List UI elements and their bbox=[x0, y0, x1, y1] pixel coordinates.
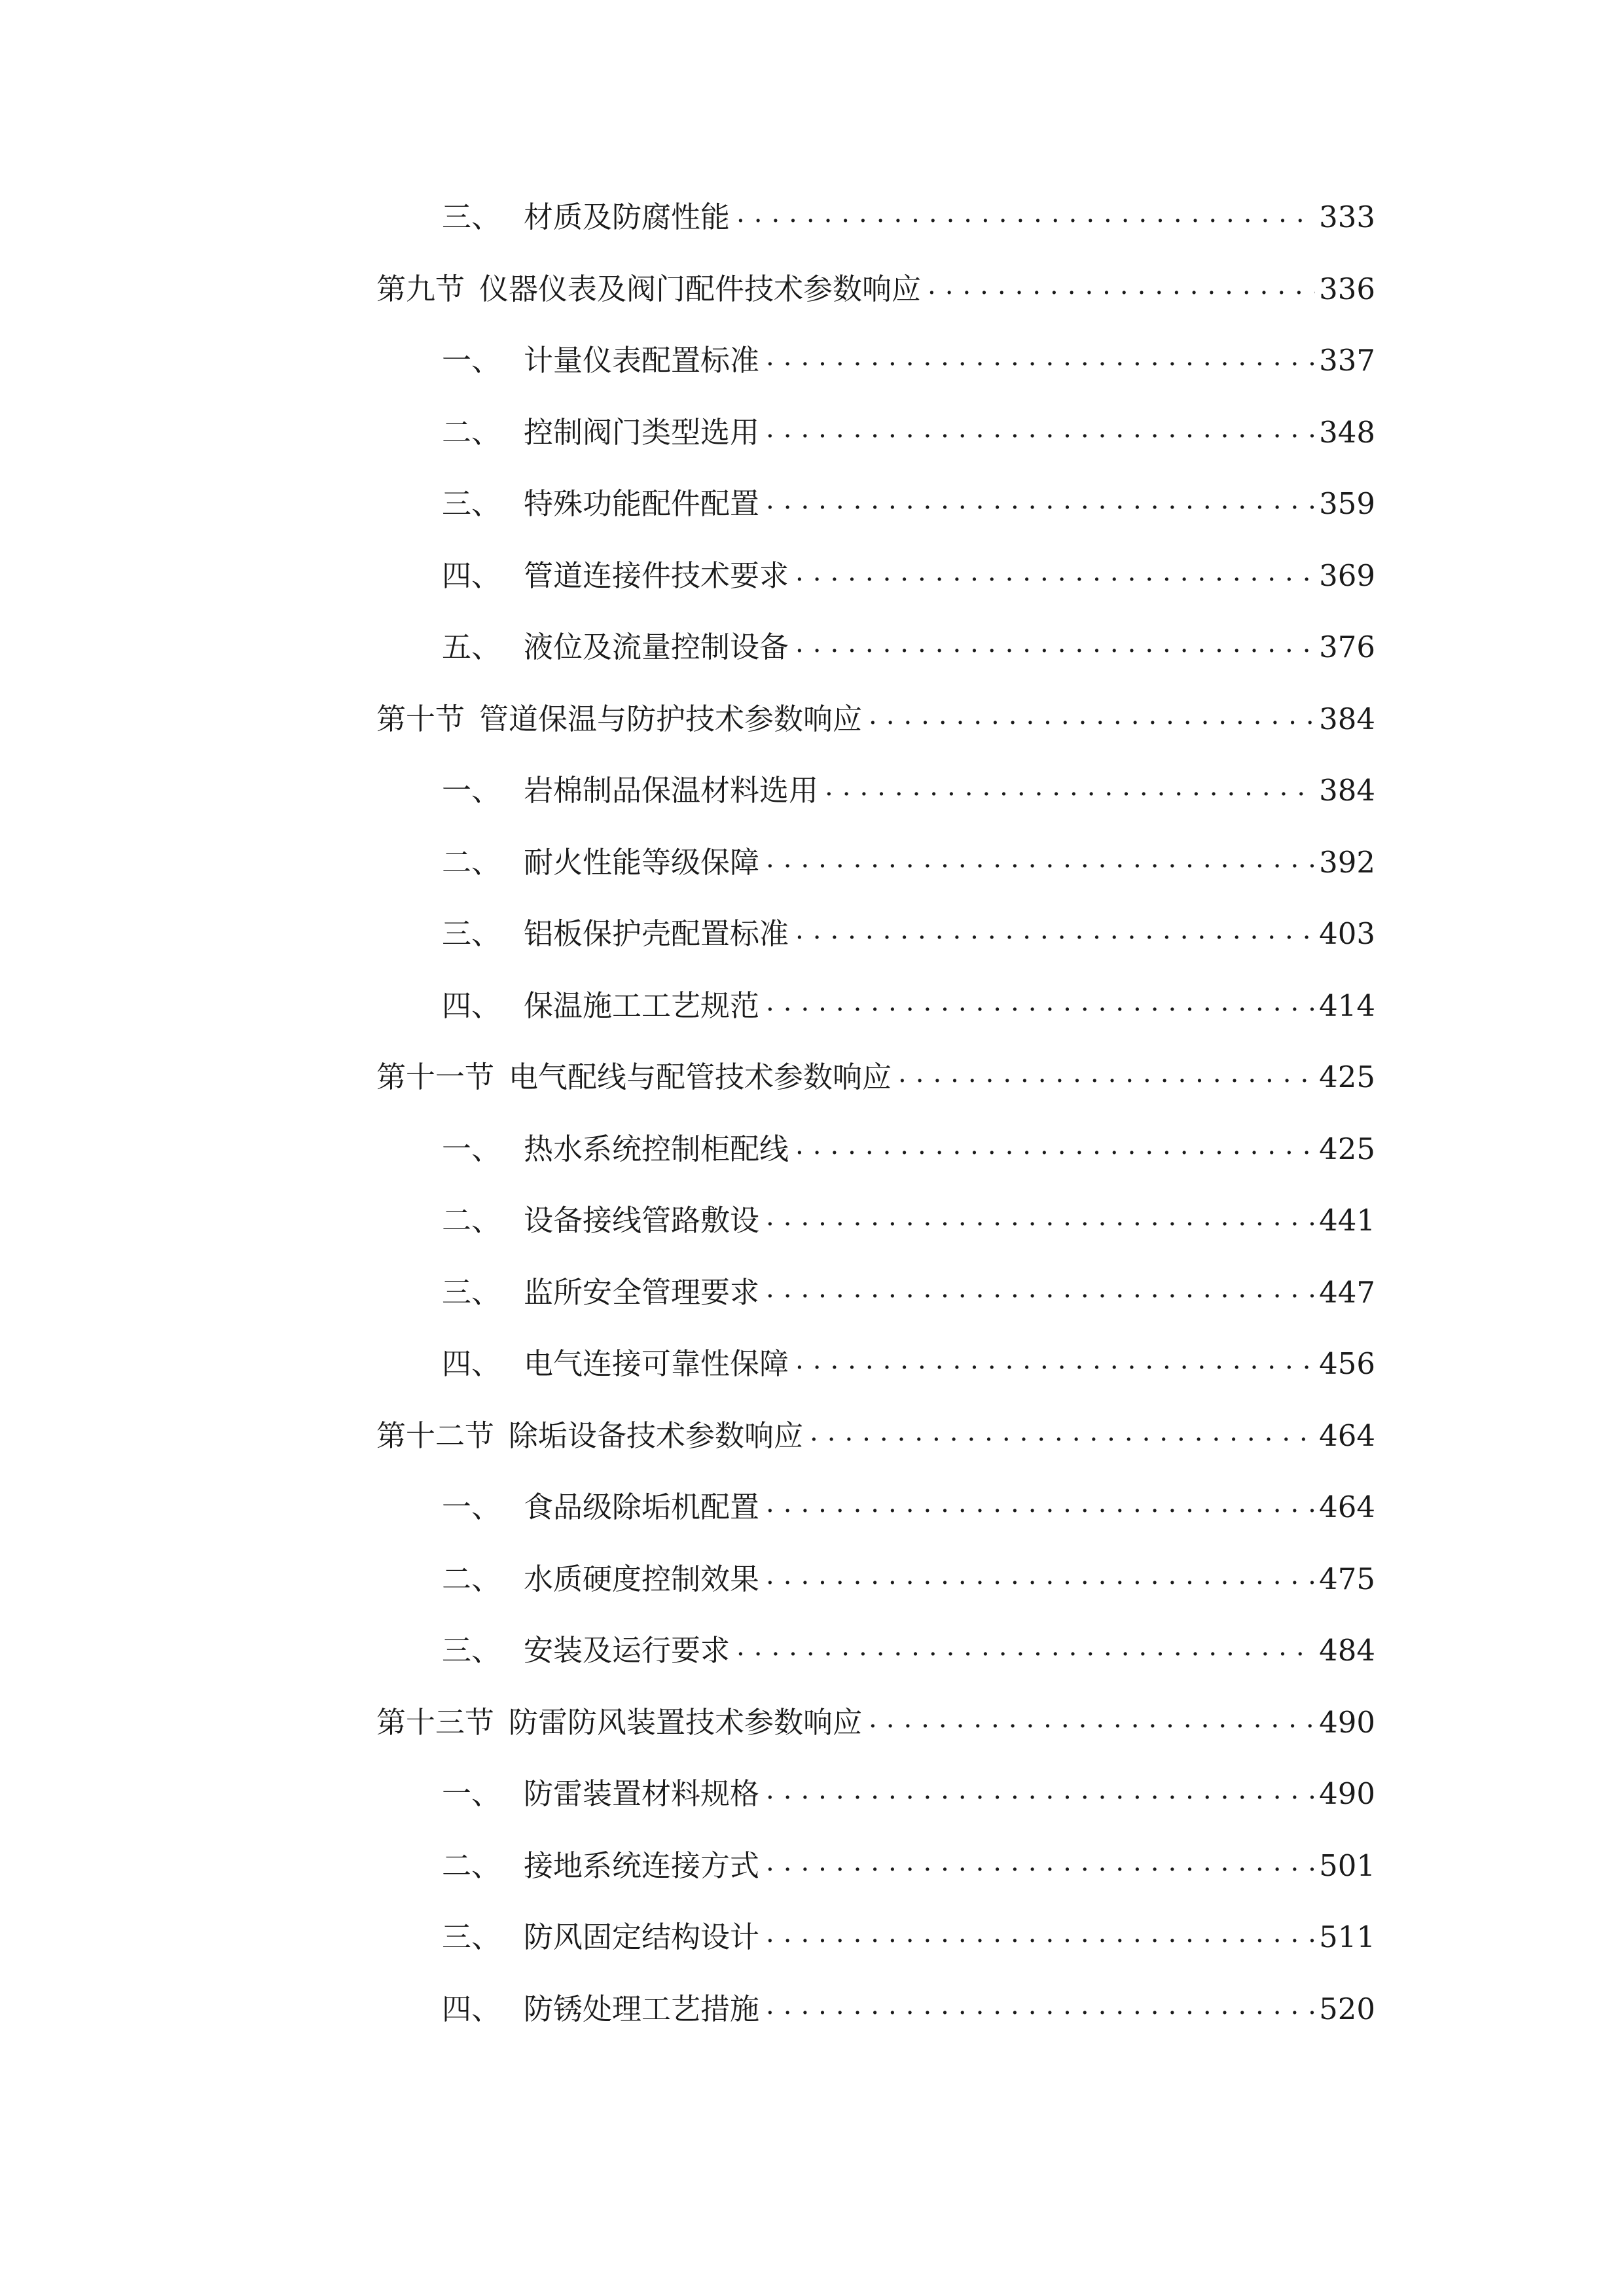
dot-leader bbox=[766, 474, 1315, 526]
toc-entry-number: 二、 bbox=[442, 1203, 501, 1238]
toc-entry-title: 防锈处理工艺措施 bbox=[524, 1992, 760, 2026]
toc-section-number: 第十三节 bbox=[376, 1705, 495, 1740]
dot-leader bbox=[766, 1979, 1315, 2032]
toc-entry-page: 403 bbox=[1319, 916, 1375, 951]
dot-leader bbox=[766, 331, 1315, 383]
toc-entry[interactable] bbox=[442, 1983, 1375, 2036]
toc-entry-title: 铝板保护壳配置标准 bbox=[524, 916, 789, 951]
dot-leader bbox=[898, 1047, 1315, 1100]
toc-section-number: 第九节 bbox=[376, 272, 465, 306]
toc-entry[interactable] bbox=[442, 1553, 1375, 1605]
toc-section-page: 384 bbox=[1319, 702, 1375, 736]
toc-section-number: 第十节 bbox=[376, 702, 465, 736]
dot-leader bbox=[736, 187, 1315, 240]
toc-entry[interactable] bbox=[442, 550, 1375, 602]
toc-section[interactable] bbox=[376, 1051, 1375, 1103]
toc-section-title: 电气配线与配管技术参数响应 bbox=[509, 1060, 892, 1094]
toc-entry-title: 接地系统连接方式 bbox=[524, 1848, 760, 1883]
dot-leader bbox=[810, 1406, 1315, 1458]
toc-entry-title: 监所安全管理要求 bbox=[524, 1275, 760, 1310]
toc-entry[interactable] bbox=[442, 908, 1375, 960]
toc-entry[interactable] bbox=[442, 764, 1375, 817]
toc-entry-number: 四、 bbox=[442, 1992, 501, 2026]
toc-entry-title: 热水系统控制柜配线 bbox=[524, 1132, 789, 1166]
toc-section-number: 第十二节 bbox=[376, 1418, 495, 1453]
toc-entry[interactable] bbox=[442, 1624, 1375, 1677]
toc-entry-page: 392 bbox=[1319, 845, 1375, 880]
dot-leader bbox=[766, 1477, 1315, 1530]
toc-entry-title: 液位及流量控制设备 bbox=[524, 630, 789, 664]
toc-entry-number: 二、 bbox=[442, 415, 501, 450]
toc-entry[interactable] bbox=[442, 1911, 1375, 1964]
toc-entry-number: 五、 bbox=[442, 630, 501, 664]
toc-entry[interactable] bbox=[442, 191, 1375, 243]
toc-entry-number: 三、 bbox=[442, 1633, 501, 1668]
dot-leader bbox=[766, 1836, 1315, 1888]
toc-entry[interactable] bbox=[442, 1481, 1375, 1534]
toc-entry-page: 447 bbox=[1319, 1275, 1375, 1310]
toc-entry-page: 484 bbox=[1319, 1633, 1375, 1668]
toc-entry-title: 保温施工工艺规范 bbox=[524, 988, 760, 1023]
toc-entry-number: 一、 bbox=[442, 1490, 501, 1524]
toc-section-page: 490 bbox=[1319, 1705, 1375, 1740]
toc-entry-page: 348 bbox=[1319, 415, 1375, 450]
toc-entry-number: 三、 bbox=[442, 1275, 501, 1310]
toc-section-number: 第十一节 bbox=[376, 1060, 495, 1094]
dot-leader bbox=[795, 1334, 1315, 1386]
toc-entry-title: 岩棉制品保温材料选用 bbox=[524, 773, 819, 808]
toc-entry-page: 456 bbox=[1319, 1346, 1375, 1381]
toc-section-page: 464 bbox=[1319, 1418, 1375, 1453]
toc-section-title: 防雷防风装置技术参数响应 bbox=[509, 1705, 863, 1740]
dot-leader bbox=[795, 904, 1315, 956]
toc-entry-number: 二、 bbox=[442, 1562, 501, 1596]
toc-entry-number: 一、 bbox=[442, 1776, 501, 1811]
toc-entry-page: 441 bbox=[1319, 1203, 1375, 1238]
toc-section-page: 425 bbox=[1319, 1060, 1375, 1094]
dot-leader bbox=[869, 689, 1315, 742]
dot-leader bbox=[825, 761, 1315, 813]
dot-leader bbox=[766, 1191, 1315, 1243]
toc-entry-page: 490 bbox=[1319, 1776, 1375, 1811]
toc-entry-title: 食品级除垢机配置 bbox=[524, 1490, 760, 1524]
toc-entry-page: 475 bbox=[1319, 1562, 1375, 1596]
dot-leader bbox=[869, 1693, 1315, 1745]
toc-entry-page: 376 bbox=[1319, 630, 1375, 664]
toc-entry-number: 一、 bbox=[442, 343, 501, 378]
toc-entry[interactable] bbox=[442, 836, 1375, 889]
toc-entry-title: 防风固定结构设计 bbox=[524, 1920, 760, 1954]
toc-entry-title: 耐火性能等级保障 bbox=[524, 845, 760, 880]
toc-entry-title: 防雷装置材料规格 bbox=[524, 1776, 760, 1811]
toc-entry-number: 二、 bbox=[442, 1848, 501, 1883]
toc-entry[interactable] bbox=[442, 1338, 1375, 1390]
toc-entry-title: 材质及防腐性能 bbox=[524, 200, 731, 234]
toc-entry-page: 520 bbox=[1319, 1992, 1375, 2026]
toc-section-title: 除垢设备技术参数响应 bbox=[509, 1418, 804, 1453]
toc-entry-number: 三、 bbox=[442, 486, 501, 521]
toc-entry-title: 电气连接可靠性保障 bbox=[524, 1346, 789, 1381]
toc-section-page: 336 bbox=[1319, 272, 1375, 306]
toc-entry-number: 一、 bbox=[442, 773, 501, 808]
toc-entry-page: 369 bbox=[1319, 558, 1375, 593]
toc-entry[interactable] bbox=[442, 1194, 1375, 1247]
toc-entry-title: 安装及运行要求 bbox=[524, 1633, 731, 1668]
dot-leader bbox=[766, 976, 1315, 1028]
toc-entry-page: 359 bbox=[1319, 486, 1375, 521]
toc-section[interactable] bbox=[376, 1410, 1375, 1462]
dot-leader bbox=[766, 833, 1315, 885]
toc-entry[interactable] bbox=[442, 406, 1375, 459]
toc-entry-number: 一、 bbox=[442, 1132, 501, 1166]
dot-leader bbox=[766, 1764, 1315, 1816]
toc-entry-page: 464 bbox=[1319, 1490, 1375, 1524]
dot-leader bbox=[766, 1263, 1315, 1315]
toc-section-title: 管道保温与防护技术参数响应 bbox=[479, 702, 863, 736]
toc-entry-number: 四、 bbox=[442, 988, 501, 1023]
toc-entry-title: 控制阀门类型选用 bbox=[524, 415, 760, 450]
toc-entry[interactable] bbox=[442, 980, 1375, 1032]
toc-section[interactable] bbox=[376, 1696, 1375, 1749]
toc-entry-page: 511 bbox=[1319, 1920, 1375, 1954]
toc-entry-page: 333 bbox=[1319, 200, 1375, 234]
toc-entry-number: 三、 bbox=[442, 200, 501, 234]
toc-entry-number: 四、 bbox=[442, 1346, 501, 1381]
toc-entry[interactable] bbox=[442, 1840, 1375, 1892]
toc-entry-page: 501 bbox=[1319, 1848, 1375, 1883]
toc-section[interactable] bbox=[376, 693, 1375, 745]
dot-leader bbox=[766, 403, 1315, 455]
toc-entry-page: 414 bbox=[1319, 988, 1375, 1023]
toc-entry[interactable] bbox=[442, 1768, 1375, 1820]
toc-entry[interactable] bbox=[442, 1123, 1375, 1175]
toc-entry-title: 计量仪表配置标准 bbox=[524, 343, 760, 378]
toc-entry-title: 水质硬度控制效果 bbox=[524, 1562, 760, 1596]
dot-leader bbox=[766, 1549, 1315, 1602]
toc-entry-page: 425 bbox=[1319, 1132, 1375, 1166]
toc-entry-number: 三、 bbox=[442, 1920, 501, 1954]
toc-entry-number: 二、 bbox=[442, 845, 501, 880]
toc-section[interactable] bbox=[376, 263, 1375, 315]
toc-entry-number: 四、 bbox=[442, 558, 501, 593]
toc-entry[interactable] bbox=[442, 334, 1375, 387]
toc-entry-page: 337 bbox=[1319, 343, 1375, 378]
toc-entry-number: 三、 bbox=[442, 916, 501, 951]
toc-entry-title: 特殊功能配件配置 bbox=[524, 486, 760, 521]
toc-entry-title: 管道连接件技术要求 bbox=[524, 558, 789, 593]
dot-leader bbox=[795, 546, 1315, 598]
toc-section-title: 仪器仪表及阀门配件技术参数响应 bbox=[479, 272, 922, 306]
dot-leader bbox=[795, 1119, 1315, 1172]
toc-entry[interactable] bbox=[442, 621, 1375, 673]
dot-leader bbox=[736, 1621, 1315, 1673]
dot-leader bbox=[795, 617, 1315, 670]
dot-leader bbox=[928, 259, 1315, 312]
toc-entry[interactable] bbox=[442, 478, 1375, 530]
dot-leader bbox=[766, 1907, 1315, 1960]
toc-entry-page: 384 bbox=[1319, 773, 1375, 808]
toc-entry-title: 设备接线管路敷设 bbox=[524, 1203, 760, 1238]
toc-entry[interactable] bbox=[442, 1266, 1375, 1319]
